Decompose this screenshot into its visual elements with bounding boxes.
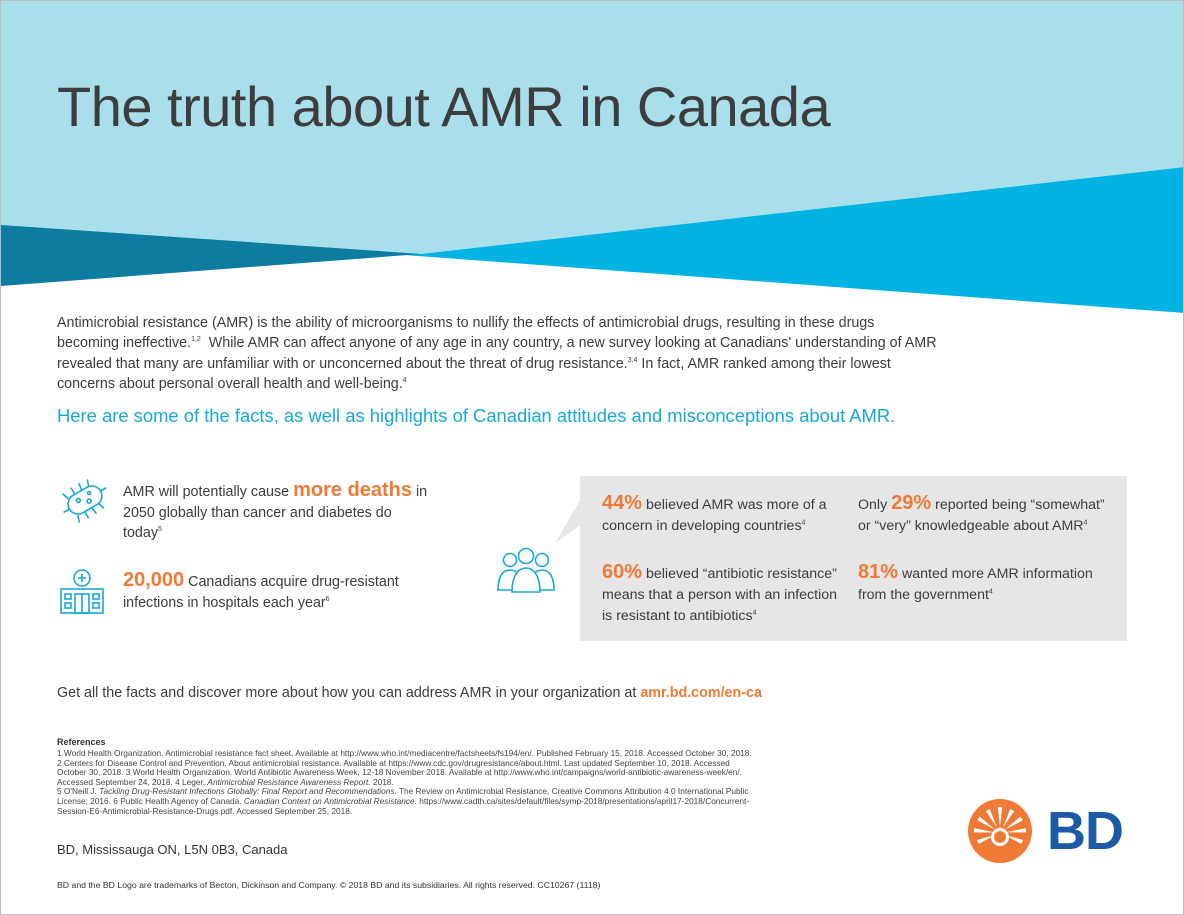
reference-2: 2 Centers for Disease Control and Prevention. About antimicrobial resistance. Available at https://www.cdc.gov/drugresistance/about.html. Last updated September 10, 2018. Accessed October 30, 2018.	[57, 757, 730, 778]
cta-link[interactable]: amr.bd.com/en-ca	[640, 685, 762, 701]
stat-81-text: wanted more AMR information from the government	[858, 566, 1093, 603]
company-address: BD, Mississauga ON, L5N 0B3, Canada	[57, 842, 288, 857]
references-title: References	[57, 737, 106, 747]
fact-deaths-post: in 2050 globally than cancer and diabetes do today	[123, 484, 428, 541]
reference-6-title: Canadian Context on Antimicrobial Resistance.	[243, 795, 417, 806]
stat-44-text: believed AMR was more of a concern in developing countries	[602, 497, 827, 534]
stat-29-pre: Only	[858, 497, 888, 513]
stat-44-percent: 44%	[602, 492, 643, 514]
intro-sup-1: 1,2	[191, 336, 201, 344]
fact-deaths-sup: 5	[157, 526, 162, 534]
reference-3: 3 World Health Organization. World Antibiotic Awareness Week, 12-18 November 2018. Available at http://www.who.int/campaigns/world-antibiotic-awareness-week/en/. Accessed September 24, 2018.	[57, 767, 743, 787]
people-group-icon	[493, 546, 559, 596]
reference-4-post: 2018.	[372, 776, 394, 787]
stat-60-text: believed “antibiotic resistance” means that a person with an infection is resistant to antibiotics	[602, 566, 838, 624]
intro-text-2: While AMR can affect anyone of any age in any country, a new survey looking at Canadians' understanding of AMR revealed that many are unfamiliar with or unconcerned about the threat of drug resistance.	[57, 335, 937, 372]
reference-4-pre: 4 Leger.	[175, 776, 206, 787]
intro-sup-2: 3,4	[627, 356, 638, 364]
fact-infections-post: Canadians acquire drug-resistant infections in hospitals each year	[123, 574, 399, 611]
fact-infections-highlight: 20,000	[123, 569, 185, 591]
intro-text-3: In fact, AMR ranked among their lowest concerns about personal overall health and well-being.	[57, 355, 891, 392]
fact-deaths-pre: AMR will potentially cause	[123, 484, 290, 500]
reference-5-title: Tackling Drug-Resistant Infections Globally: Final Report and Recommendations.	[99, 786, 397, 797]
cta-line	[57, 685, 762, 701]
stat-29-text: reported being “somewhat” or “very” knowledgeable about AMR	[858, 497, 1105, 534]
stat-60-percent: 60%	[602, 561, 643, 583]
intro-paragraph	[57, 313, 937, 394]
intro-sup-3: 4	[402, 377, 407, 385]
stat-60	[602, 562, 847, 626]
stat-81	[858, 562, 1108, 606]
page-title: The truth about AMR in Canada	[57, 75, 831, 138]
intro-text-1: Antimicrobial resistance (AMR) is the ability of microorganisms to nullify the effects of antimicrobial drugs, resulting in these drugs becoming ineffective.	[57, 315, 875, 352]
bd-logo-text: BD	[1047, 801, 1123, 861]
reference-4-title: Antimicrobial Resistance Awareness Report.	[207, 776, 371, 787]
bd-sunburst-logo	[967, 798, 1033, 864]
stat-44	[602, 493, 842, 537]
reference-6-post: https://www.cadth.ca/sites/default/files/symp-2018/presentations/april17-2018/Concurrent-Session-E6-Antimicrobial-Resistance-Drugs.pdf. Accessed September 25, 2018.	[57, 795, 750, 816]
speech-pointer	[555, 499, 583, 543]
header-banner	[1, 1, 1184, 321]
reference-6-pre: 6 Public Health Agency of Canada.	[113, 795, 242, 806]
stat-29-sup: 4	[1083, 519, 1088, 527]
stat-81-percent: 81%	[858, 561, 899, 583]
stat-29	[858, 493, 1120, 537]
legal-notice: BD and the BD Logo are trademarks of Becton, Dickinson and Company. © 2018 BD and its subsidiaries. All rights reserved. CC10267 (1118)	[57, 880, 601, 890]
hospital-icon	[59, 567, 105, 615]
reference-5-post: The Review on Antimicrobial Resistance, Creative Commons Attribution 4.0 International Public License; 2016.	[57, 786, 749, 806]
stat-29-percent: 29%	[891, 492, 932, 514]
highlight-line: Here are some of the facts, as well as highlights of Canadian attitudes and misconceptions about AMR.	[57, 405, 896, 426]
reference-5-pre: 5 O'Neill J.	[57, 786, 97, 797]
stat-60-sup: 4	[752, 608, 757, 616]
reference-1: 1 World Health Organization. Antimicrobial resistance fact sheet. Available at http://www.who.int/mediacentre/factsheets/fs194/en/. Published February 15, 2018. Accessed October 30, 2018.	[57, 748, 752, 758]
fact-deaths-highlight: more deaths	[293, 479, 412, 501]
fact-infections	[123, 570, 433, 613]
fact-infections-sup: 6	[325, 595, 330, 603]
stat-81-sup: 4	[988, 588, 993, 596]
survey-stats-box	[580, 476, 1127, 641]
fact-deaths	[123, 480, 433, 544]
cta-text: Get all the facts and discover more about how you can address AMR in your organization at	[57, 685, 637, 701]
stat-44-sup: 4	[801, 519, 806, 527]
bacteria-icon	[57, 475, 113, 525]
references-text	[57, 749, 757, 816]
